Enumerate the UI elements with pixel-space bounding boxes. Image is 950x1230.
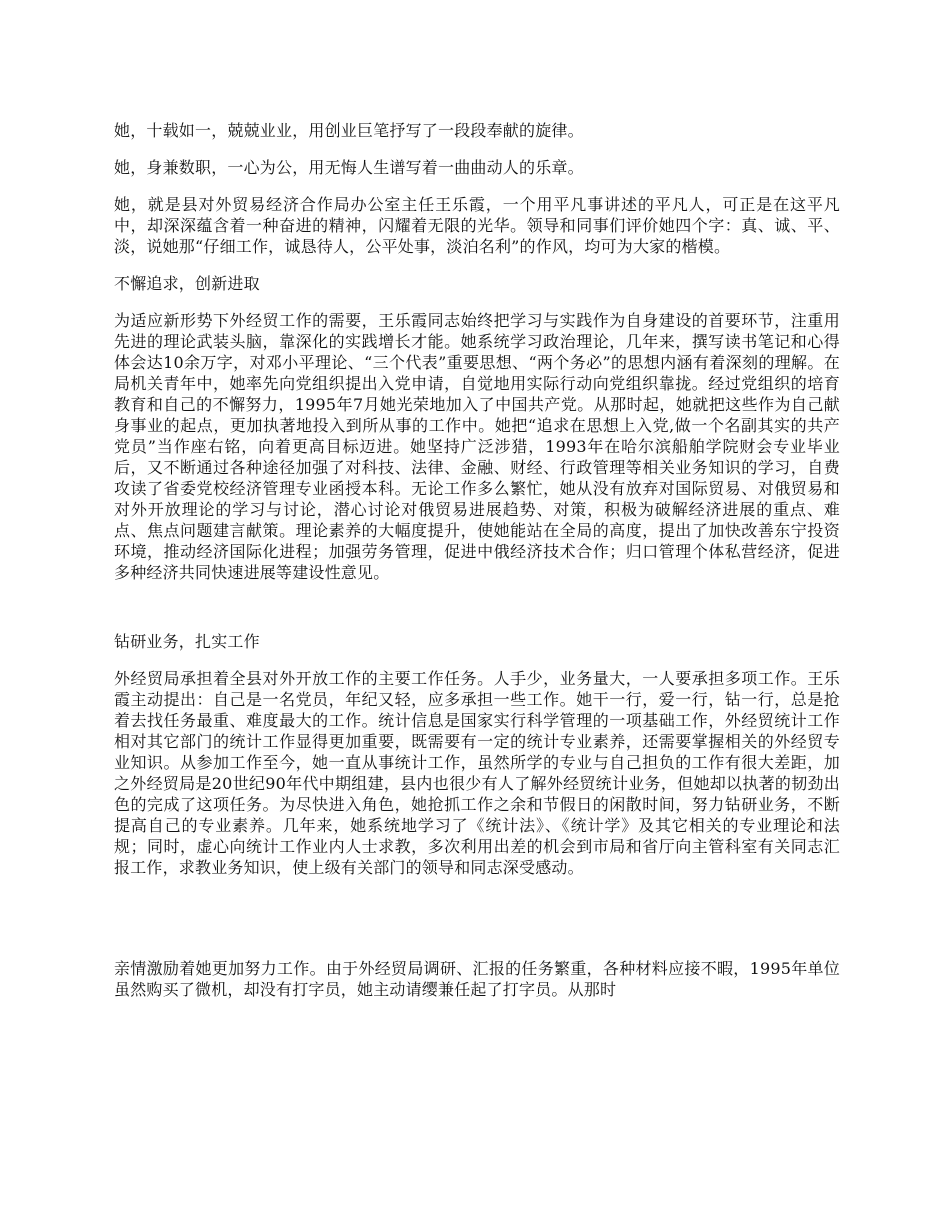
intro-paragraph-1: 她，十载如一，兢兢业业，用创业巨笔抒写了一段段奉献的旋律。	[114, 121, 584, 140]
section-heading-work: 钻研业务，扎实工作	[114, 632, 260, 651]
section-body-work: 外经贸局承担着全县对外开放工作的主要工作任务。人手少，业务量大，一人要承担多项工作。王乐霞主动提出：自己是一名党员，年纪又轻，应多承担一些工作。她干一行，爱一行，钻一行，总是抢着去找任务最重、难度最大的工作。统计信息是国家实行科学管理的一项基础工作，外经贸统计工作相对其它部门的统计工作显得更加重要，既需要有一定的统计专业素养，还需要掌握相关的外经贸专业知识。从参加工作至今，她一直从事统计工作，虽然所学的专业与自己担负的工作有很大差距，加之外经贸局是20世纪90年代中期组建，县内也很少有人了解外经贸统计业务，但她却以执著的韧劲出色的完成了这项任务。为尽快进入角色，她抢抓工作之余和节假日的闲散时间，努力钻研业务，不断提高自己的专业素养。几年来，她系统地学习了《统计法》、《统计学》及其它相关的专业理论和法规；同时，虚心向统计工作业内人士求教，多次利用出差的机会到市局和省厅向主管科室有关同志汇报工作，求教业务知识，使上级有关部门的领导和同志深受感动。	[114, 669, 840, 877]
intro-paragraph-2: 她，身兼数职，一心为公，用无悔人生谱写着一曲曲动人的乐章。	[114, 158, 584, 177]
section-heading-pursuit: 不懈追求，创新进取	[114, 274, 260, 293]
document-page	[114, 120, 840, 1000]
section-body-pursuit: 为适应新形势下外经贸工作的需要，王乐霞同志始终把学习与实践作为自身建设的首要环节，注重用先进的理论武装头脑，靠深化的实践增长才能。她系统学习政治理论，几年来，撰写读书笔记和心得体会达10余万字，对邓小平理论、“三个代表”重要思想、“两个务必”的思想内涵有着深刻的理解。在局机关青年中，她率先向党组织提出入党申请，自觉地用实际行动向党组织靠拢。经过党组织的培育教育和自己的不懈努力，1995年7月她光荣地加入了中国共产党。从那时起，她就把这些作为自己献身事业的起点，更加执著地投入到所从事的工作中。她把“追求在思想上入党,做一个名副其实的共产党员”当作座右铭，向着更高目标迈进。她坚持广泛涉猎，1993年在哈尔滨船舶学院财会专业毕业后，又不断通过各种途径加强了对科技、法律、金融、财经、行政管理等相关业务知识的学习，自费攻读了省委党校经济管理专业函授本科。无论工作多么繁忙，她从没有放弃对国际贸易、对俄贸易和对外开放理论的学习与讨论，潜心讨论对俄贸易进展趋势、对策，积极为破解经济进展的重点、难点、焦点问题建言献策。理论素养的大幅度提升，使她能站在全局的高度，提出了加快改善东宁投资环境，推动经济国际化进程；加强劳务管理，促进中俄经济技术合作；归口管理个体私营经济，促进多种经济共同快速进展等建设性意见。	[114, 311, 840, 582]
section-body-family: 亲情激励着她更加努力工作。由于外经贸局调研、汇报的任务繁重，各种材料应接不暇，1995年单位虽然购买了微机，却没有打字员，她主动请缨兼任起了打字员。从那时	[114, 959, 840, 999]
intro-paragraph-3: 她，就是县对外贸易经济合作局办公室主任王乐霞，一个用平凡事讲述的平凡人，可正是在这平凡中，却深深蕴含着一种奋进的精神，闪耀着无限的光华。领导和同事们评价她四个字：真、诚、平、淡，说她那“仔细工作，诚恳待人，公平处事，淡泊名利”的作风，均可为大家的楷模。	[114, 195, 840, 256]
